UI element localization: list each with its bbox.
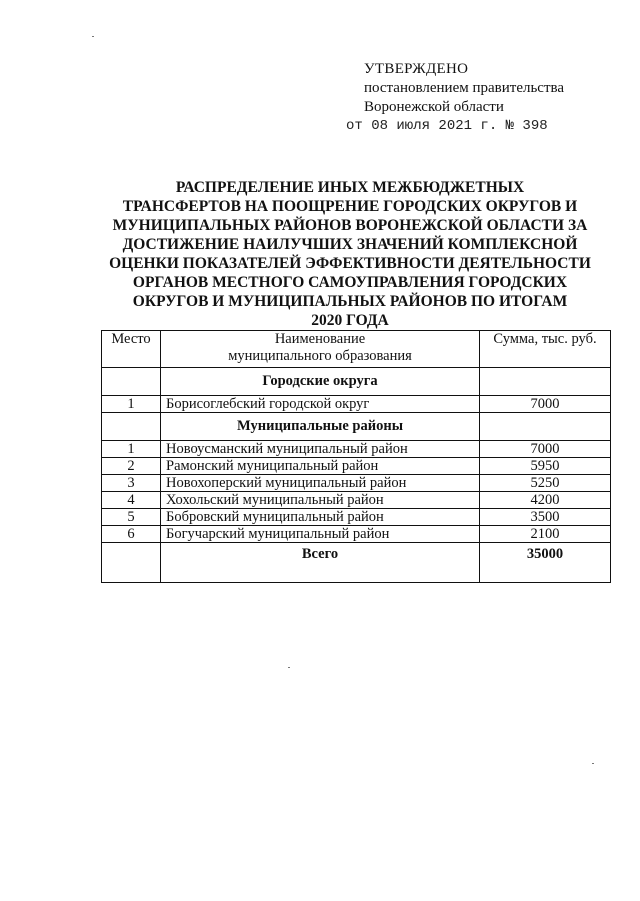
table-row [102,475,611,492]
section-empty-cell [480,368,611,396]
table-row [102,492,611,509]
header-place: Место [102,331,161,368]
cell-place: 1 [102,441,161,458]
header-name [161,331,480,368]
cell-sum: 5950 [480,458,611,475]
cell-name: Бобровский муниципальный район [161,509,480,526]
cell-name: Новоусманский муниципальный район [161,441,480,458]
table-row [102,526,611,543]
header-sum: Сумма, тыс. руб. [480,331,611,368]
title-line: ОКРУГОВ И МУНИЦИПАЛЬНЫХ РАЙОНОВ ПО ИТОГАМ [132,293,568,310]
scan-speck [92,36,94,37]
cell-sum: 5250 [480,475,611,492]
cell-sum: 4200 [480,492,611,509]
approval-title: УТВЕРЖДЕНО [364,61,469,77]
title-line: ТРАНСФЕРТОВ НА ПООЩРЕНИЕ ГОРОДСКИХ ОКРУГОВ И [122,198,578,215]
distribution-table [101,330,611,583]
section-row-city-districts [102,368,611,396]
header-name-line-1: Наименование [274,331,366,347]
section-label: Муниципальные районы [161,413,480,441]
section-empty-cell [480,413,611,441]
title-line: РАСПРЕДЕЛЕНИЕ ИНЫХ МЕЖБЮДЖЕТНЫХ [175,179,525,196]
cell-name: Борисоглебский городской округ [161,396,480,413]
section-empty-cell [102,413,161,441]
cell-place: 2 [102,458,161,475]
scan-speck [288,667,290,668]
section-label: Городские округа [161,368,480,396]
header-name-line-2: муниципального образования [228,348,412,364]
cell-sum: 2100 [480,526,611,543]
table-row [102,441,611,458]
table-row [102,458,611,475]
cell-place: 1 [102,396,161,413]
cell-place: 3 [102,475,161,492]
approval-line-2: Воронежской области [364,99,504,115]
cell-name: Новохоперский муниципальный район [161,475,480,492]
cell-name: Рамонский муниципальный район [161,458,480,475]
cell-name: Богучарский муниципальный район [161,526,480,543]
cell-sum: 7000 [480,396,611,413]
cell-sum: 3500 [480,509,611,526]
table-header-row [102,331,611,368]
cell-sum: 7000 [480,441,611,458]
document-title [100,178,600,330]
title-line: ОЦЕНКИ ПОКАЗАТЕЛЕЙ ЭФФЕКТИВНОСТИ ДЕЯТЕЛЬНОСТИ [109,255,591,272]
table-row [102,509,611,526]
title-line: ОРГАНОВ МЕСТНОГО САМОУПРАВЛЕНИЯ ГОРОДСКИХ [132,274,568,291]
section-row-municipal-districts [102,413,611,441]
approval-line-1: постановлением правительства [364,80,565,96]
title-line: МУНИЦИПАЛЬНЫХ РАЙОНОВ ВОРОНЕЖСКОЙ ОБЛАСТИ ЗА [112,217,588,234]
total-empty-cell [102,543,161,583]
cell-place: 5 [102,509,161,526]
cell-name: Хохольский муниципальный район [161,492,480,509]
section-empty-cell [102,368,161,396]
title-line: 2020 ГОДА [311,312,389,329]
scan-speck [592,763,594,764]
table-row [102,396,611,413]
total-sum: 35000 [480,543,611,583]
approval-date: от 08 июля 2021 г. № 398 [346,118,548,134]
cell-place: 4 [102,492,161,509]
total-label: Всего [161,543,480,583]
cell-place: 6 [102,526,161,543]
approval-stamp [346,60,565,136]
total-row [102,543,611,583]
title-line: ДОСТИЖЕНИЕ НАИЛУЧШИХ ЗНАЧЕНИЙ КОМПЛЕКСНОЙ [122,236,578,253]
